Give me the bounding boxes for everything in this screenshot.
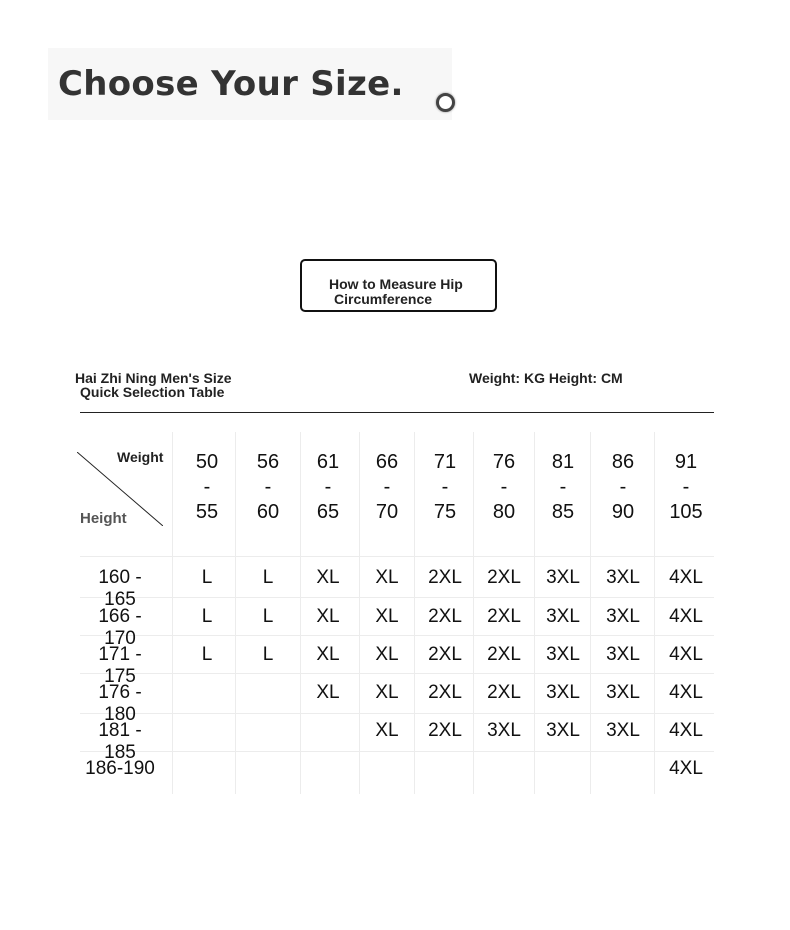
loading-spinner-icon [436,93,455,112]
size-cell: 4XL [669,644,703,665]
row-divider [80,673,714,674]
measure-button-line1: How to Measure Hip [329,276,463,292]
size-cell: 2XL [428,720,462,741]
size-cell: 2XL [428,682,462,703]
row-divider [80,556,714,557]
weight-range-from: 56 [256,451,280,473]
size-cell: 3XL [606,567,640,588]
weight-range-header [593,450,653,525]
size-cell: 2XL [487,682,521,703]
weight-range-sep: - [500,476,508,498]
size-table-title-line2: Quick Selection Table [80,384,225,400]
weight-range-header [415,450,475,525]
size-cell: XL [316,567,340,588]
size-cell: 3XL [606,644,640,665]
height-range-label: 171 - 175 [98,644,142,687]
weight-range-sep: - [682,476,690,498]
size-cell: 4XL [669,567,703,588]
size-cell: 3XL [487,720,521,741]
size-cell: L [201,567,213,588]
row-divider [80,597,714,598]
weight-range-header [533,450,593,525]
size-cell: L [262,606,274,627]
weight-range-to: 80 [492,501,516,523]
weight-range-from: 91 [674,451,698,473]
size-cell: 3XL [546,682,580,703]
weight-range-header [656,450,716,525]
height-range-label: 181 - 185 [98,720,142,763]
size-cell: XL [375,567,399,588]
size-cell: 2XL [428,567,462,588]
column-divider [654,432,655,794]
weight-range-from: 66 [375,451,399,473]
weight-range-from: 61 [316,451,340,473]
height-range-label: 176 - 180 [98,682,142,725]
size-cell: L [262,567,274,588]
row-divider [80,713,714,714]
units-note: Weight: KG Height: CM [469,370,623,386]
weight-range-from: 76 [492,451,516,473]
size-cell: XL [375,644,399,665]
size-cell: L [201,644,213,665]
size-cell: 2XL [487,606,521,627]
weight-range-header [238,450,298,525]
height-range-label: 160 - 165 [98,567,142,610]
size-cell: 4XL [669,606,703,627]
corner-height-label: Height [80,510,127,527]
weight-range-header [298,450,358,525]
weight-range-to: 75 [433,501,457,523]
size-cell: XL [316,644,340,665]
size-cell: 2XL [487,644,521,665]
weight-range-from: 71 [433,451,457,473]
column-divider [172,432,173,794]
how-to-measure-button[interactable] [300,259,497,312]
weight-range-to: 85 [551,501,575,523]
row-divider [80,635,714,636]
weight-range-header [357,450,417,525]
size-cell: XL [375,720,399,741]
weight-range-to: 55 [195,501,219,523]
size-cell: 4XL [669,758,703,779]
weight-range-header [177,450,237,525]
row-divider [80,751,714,752]
weight-range-sep: - [203,476,211,498]
weight-range-from: 81 [551,451,575,473]
size-cell: 4XL [669,720,703,741]
size-table-title-line1: Hai Zhi Ning Men's Size [75,370,232,386]
size-cell: 2XL [487,567,521,588]
height-range-label: 186-190 [85,758,155,779]
size-cell: XL [375,682,399,703]
size-table-title [75,371,232,399]
weight-range-to: 70 [375,501,399,523]
size-cell: L [262,644,274,665]
weight-range-to: 60 [256,501,280,523]
size-cell: XL [316,606,340,627]
size-cell: 3XL [606,606,640,627]
size-cell: L [201,606,213,627]
size-cell: 2XL [428,644,462,665]
header-divider [80,412,714,413]
page-title: Choose Your Size. [58,64,404,104]
weight-range-sep: - [619,476,627,498]
size-cell: 3XL [606,720,640,741]
weight-range-from: 86 [611,451,635,473]
weight-range-sep: - [324,476,332,498]
size-cell: XL [316,682,340,703]
weight-range-to: 105 [669,501,703,523]
size-cell: 3XL [606,682,640,703]
size-cell: 3XL [546,567,580,588]
size-cell: 3XL [546,644,580,665]
weight-range-to: 65 [316,501,340,523]
weight-range-sep: - [383,476,391,498]
size-cell: 3XL [546,720,580,741]
weight-range-sep: - [441,476,449,498]
weight-range-from: 50 [195,451,219,473]
weight-range-to: 90 [611,501,635,523]
height-range-label: 166 - 170 [98,606,142,649]
size-cell: XL [375,606,399,627]
weight-range-header [474,450,534,525]
weight-range-sep: - [264,476,272,498]
corner-weight-label: Weight [117,449,164,465]
size-cell: 3XL [546,606,580,627]
size-cell: 2XL [428,606,462,627]
size-cell: 4XL [669,682,703,703]
measure-button-line2: Circumference [334,291,433,307]
weight-range-sep: - [559,476,567,498]
